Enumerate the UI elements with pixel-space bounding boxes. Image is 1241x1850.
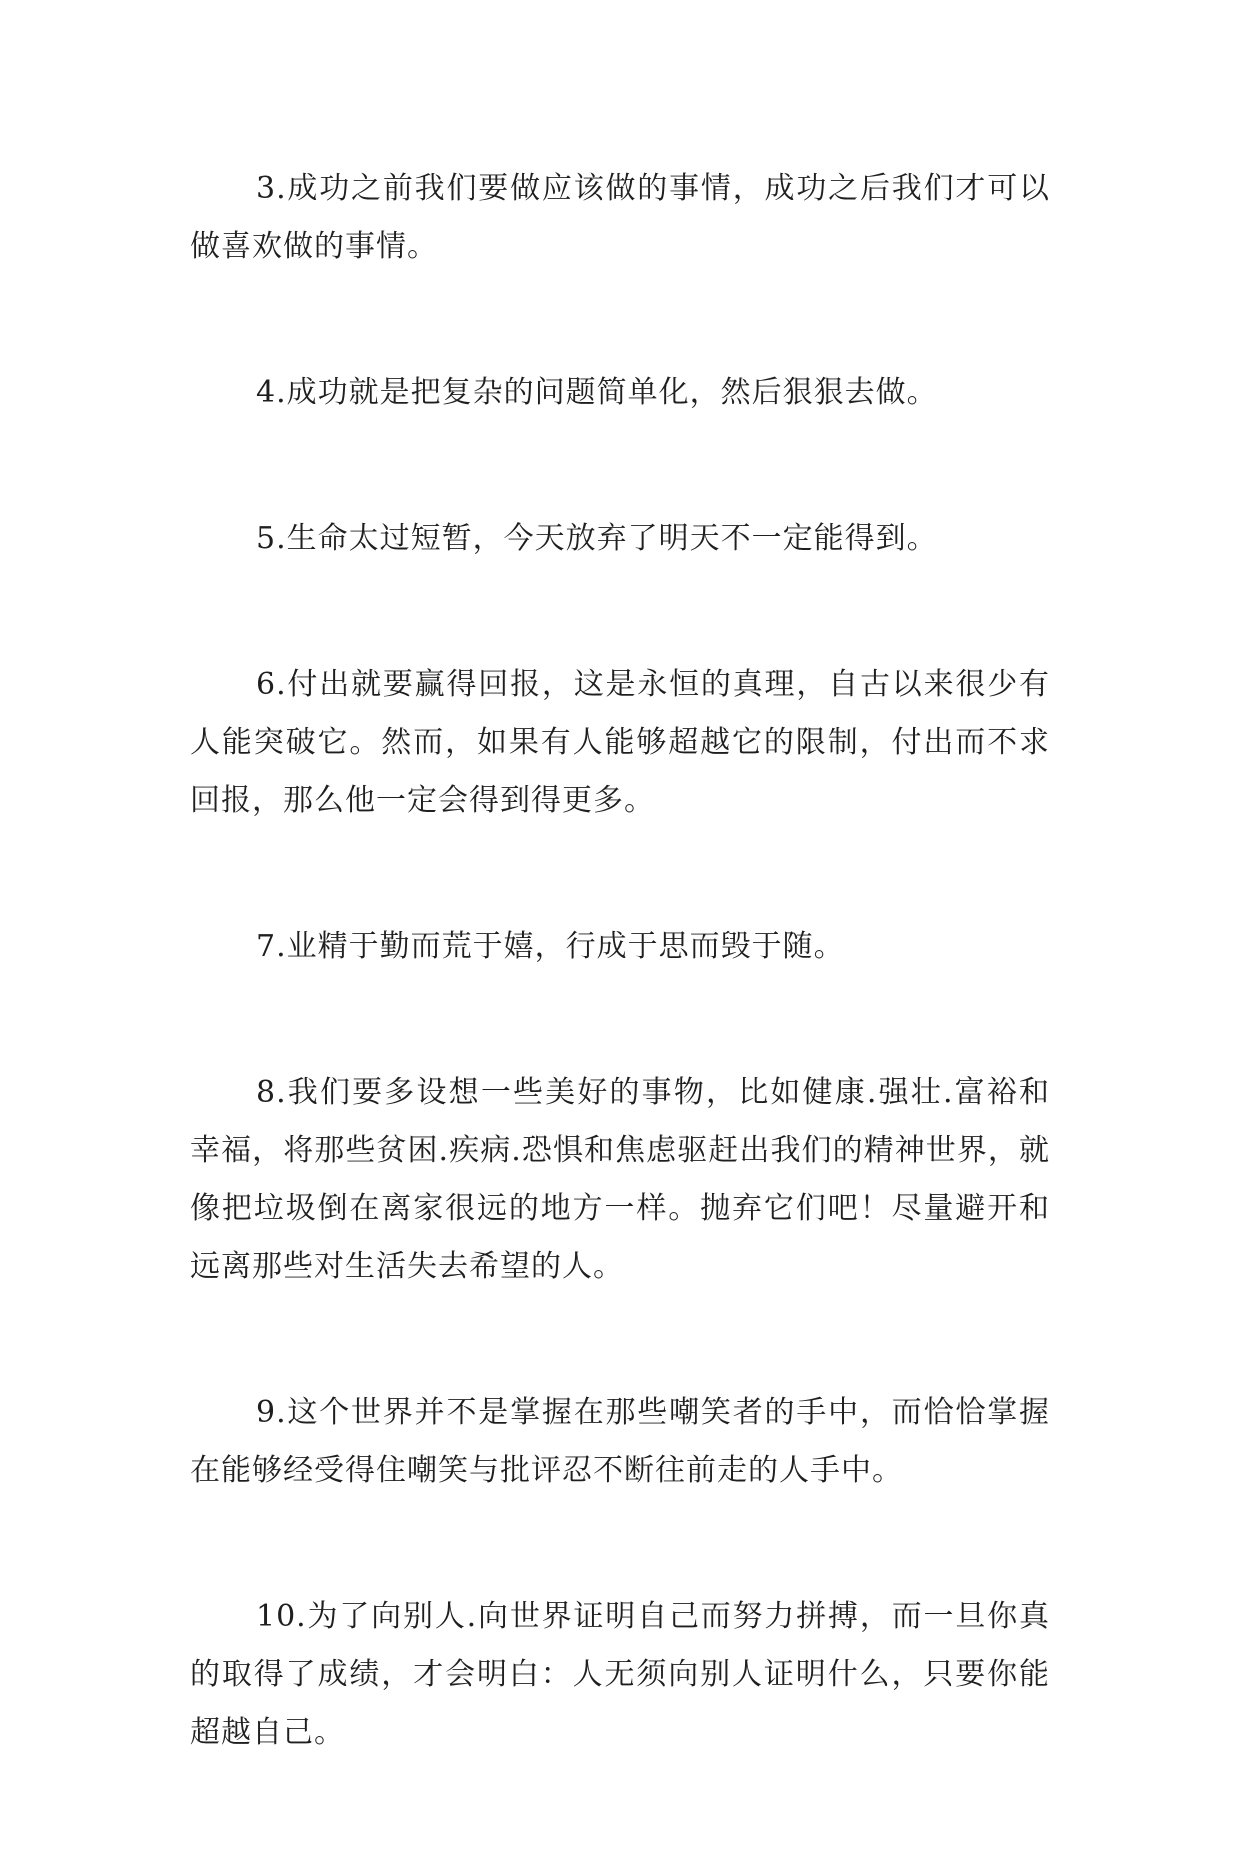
- quote-paragraph-3: 3.成功之前我们要做应该做的事情，成功之后我们才可以做喜欢做的事情。: [190, 171, 1050, 264]
- quote-paragraph-6: 6.付出就要赢得回报，这是永恒的真理，自古以来很少有人能突破它。然而，如果有人能够超越它的限制，付出而不求回报，那么他一定会得到得更多。: [190, 667, 1050, 818]
- document-body: [190, 160, 1050, 1850]
- quote-paragraph-7: 7.业精于勤而荒于嬉，行成于思而毁于随。: [256, 929, 845, 964]
- quote-paragraph-8: 8.我们要多设想一些美好的事物，比如健康.强壮.富裕和幸福，将那些贫困.疾病.恐惧和焦虑驱赶出我们的精神世界，就像把垃圾倒在离家很远的地方一样。抛弃它们吧！尽量避开和远离那些对生活失去希望的人。: [190, 1075, 1050, 1284]
- quote-paragraph-5: 5.生命太过短暂，今天放弃了明天不一定能得到。: [256, 521, 938, 556]
- quote-paragraph-4: 4.成功就是把复杂的问题简单化，然后狠狠去做。: [256, 375, 938, 410]
- quote-paragraph-10: 10.为了向别人.向世界证明自己而努力拼搏，而一旦你真的取得了成绩，才会明白：人无须向别人证明什么，只要你能超越自己。: [190, 1599, 1050, 1750]
- quote-paragraph-9: 9.这个世界并不是掌握在那些嘲笑者的手中，而恰恰掌握在能够经受得住嘲笑与批评忍不断往前走的人手中。: [190, 1395, 1050, 1488]
